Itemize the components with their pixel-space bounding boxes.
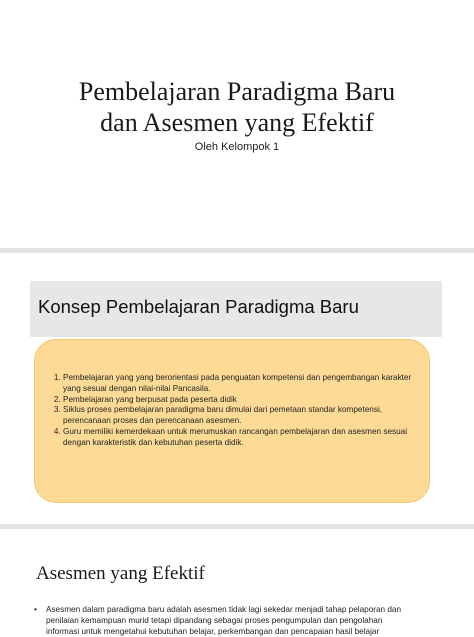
numbered-list	[45, 373, 415, 449]
list-item: 3. Siklus proses pembelajaran paradigma baru dimulai dari pemetaan standar kompetensi, perencanaan proses dan perencanaan asesmen.	[63, 405, 415, 427]
slide-heading: Konsep Pembelajaran Paradigma Baru	[38, 296, 359, 317]
list-item-text: Asesmen dalam paradigma baru adalah asesmen tidak lagi sekedar menjadi tahap pelaporan dan penilaian kemampuan murid tetapi dipandang sebagai proses pengumpulan dan pengolahan informasi untuk mengetahui kebutuhan belajar, perkembangan dan pencapaian hasil belajar	[46, 605, 402, 636]
title-slide	[0, 0, 474, 248]
assessment-slide	[0, 529, 474, 636]
concept-slide	[0, 253, 474, 524]
bullet-icon: •	[34, 605, 37, 614]
bullet-list	[34, 605, 414, 637]
list-item: 2. Pembelajaran yang berpusat pada peserta didik	[63, 395, 415, 406]
slide-heading: Asesmen yang Efektif	[36, 563, 205, 584]
list-item: 4. Guru memiliki kemerdekaan untuk merumuskan rancangan pembelajaran dan asesmen sesuai dengan karakteristik dan kebutuhan peserta didik.	[63, 427, 415, 449]
list-item	[34, 605, 414, 637]
presentation-title	[20, 76, 454, 138]
title-line-1: Pembelajaran Paradigma Baru	[78, 77, 396, 106]
title-line-2: dan Asesmen yang Efektif	[100, 108, 374, 137]
presentation-subtitle: Oleh Kelompok 1	[194, 141, 280, 153]
list-item: 1. Pembelajaran yang yang berorientasi pada penguatan kompetensi dan pengembangan karakter yang sesuai dengan nilai-nilai Pancasila.	[63, 373, 415, 395]
slide-header-bar	[30, 281, 442, 337]
content-box	[34, 339, 430, 503]
